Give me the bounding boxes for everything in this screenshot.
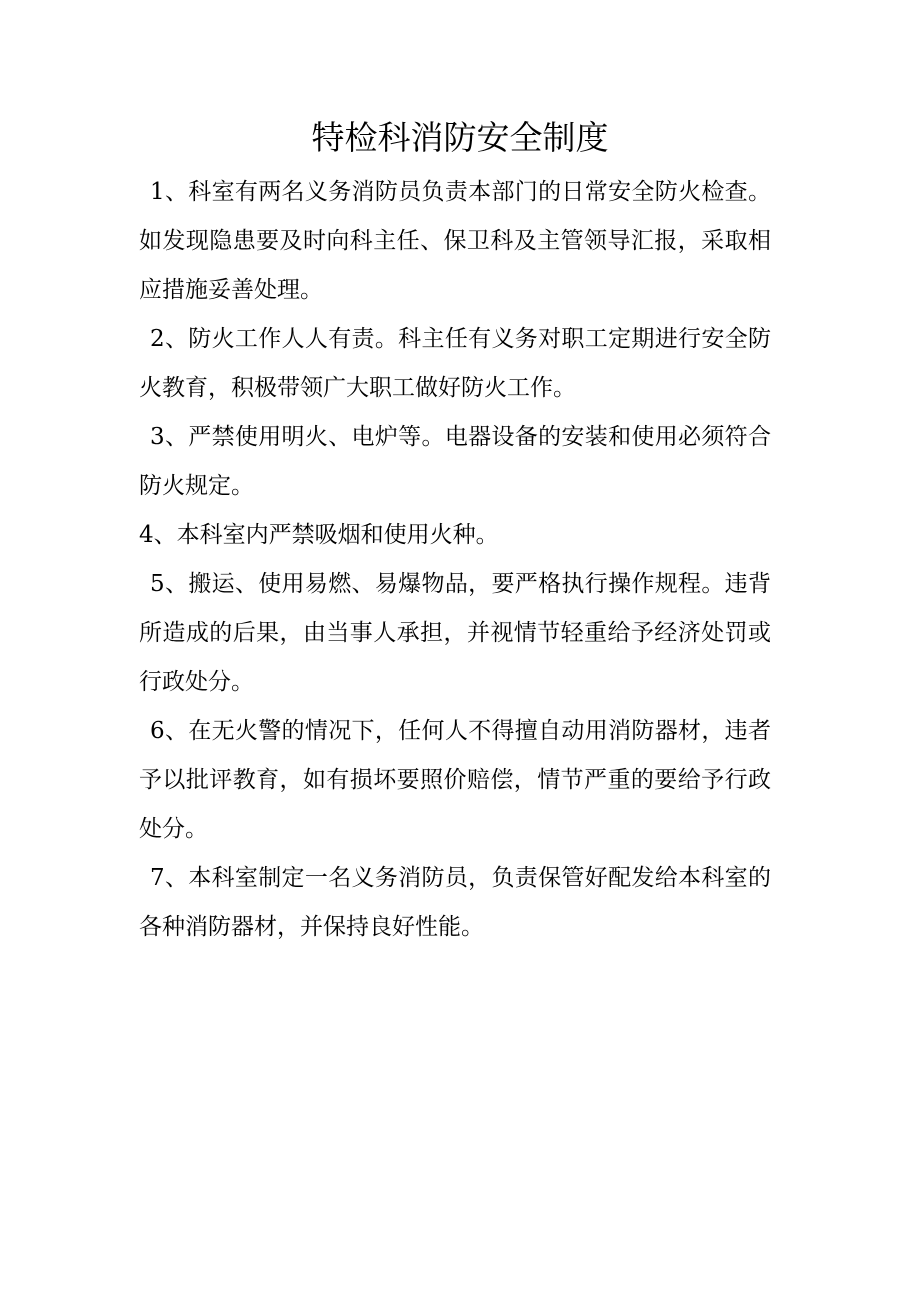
paragraph-rule-7: 7、本科室制定一名义务消防员，负责保管好配发给本科室的各种消防器材，并保持良好性能。 xyxy=(139,865,771,940)
paragraph-rule-4: 4、本科室内严禁吸烟和使用火种。 xyxy=(139,522,499,548)
paragraph-rule-5: 5、搬运、使用易燃、易爆物品，要严格执行操作规程。违背所造成的后果，由当事人承担，并视情节轻重给予经济处罚或行政处分。 xyxy=(139,571,771,695)
paragraph-rule-1: 1、科室有两名义务消防员负责本部门的日常安全防火检查。如发现隐患要及时向科主任、保卫科及主管领导汇报，采取相应措施妥善处理。 xyxy=(139,179,771,303)
paragraph-rule-2: 2、防火工作人人有责。科主任有义务对职工定期进行安全防火教育，积极带领广大职工做好防火工作。 xyxy=(139,326,771,401)
document-title: 特检科消防安全制度 xyxy=(311,118,609,157)
document-body xyxy=(139,168,771,952)
paragraph-rule-3: 3、严禁使用明火、电炉等。电器设备的安装和使用必须符合防火规定。 xyxy=(139,424,771,499)
paragraph-rule-6: 6、在无火警的情况下，任何人不得擅自动用消防器材，违者予以批评教育，如有损坏要照价赔偿，情节严重的要给予行政处分。 xyxy=(139,718,771,842)
